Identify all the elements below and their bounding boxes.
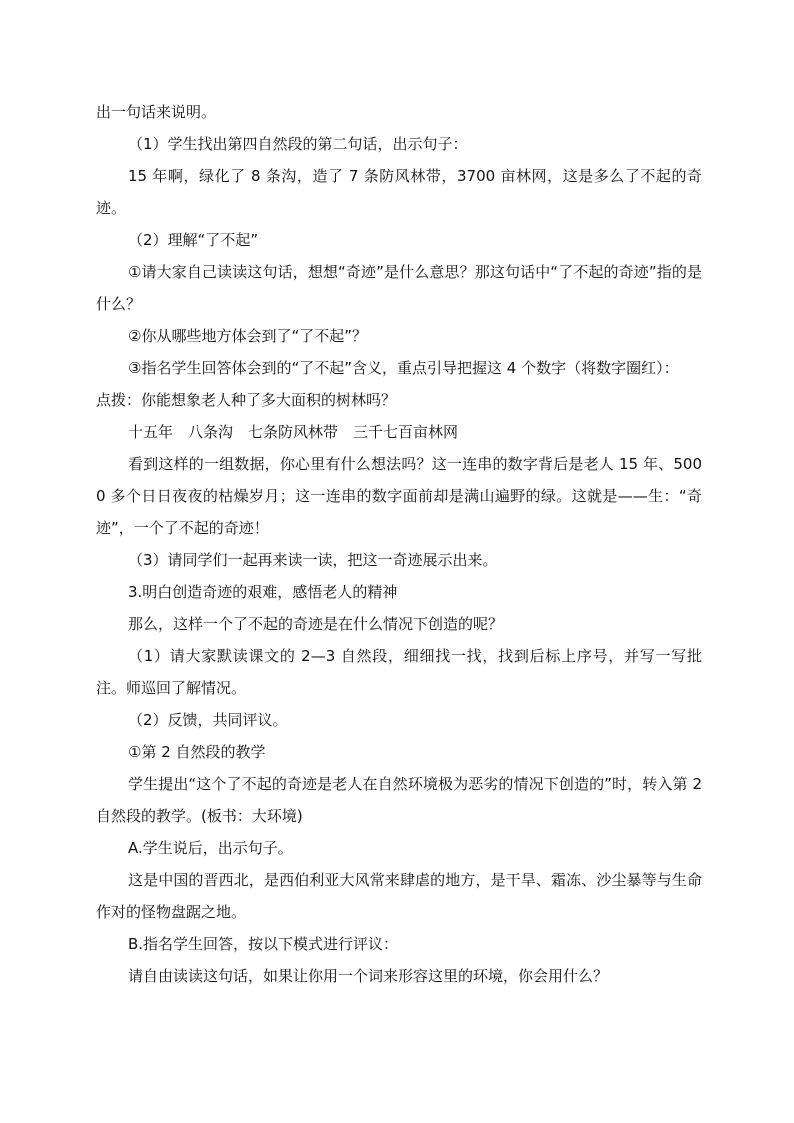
number-list: 十五年 八条沟 七条防风林带 三千七百亩林网 bbox=[128, 423, 459, 441]
paragraph-13: 那么，这样一个了不起的奇迹是在什么情况下创造的呢？ bbox=[128, 615, 504, 633]
paragraph-14: （1）请大家默读课文的 2—3 自然段，细细找一找，找到后标上序号，并写一写批注。师巡回了解情况。 bbox=[96, 647, 702, 697]
paragraph-10: 看到这样的一组数据，你心里有什么想法吗？这一连串的数字背后是老人 15 年、5000 多个日日夜夜的枯燥岁月；这一连串的数字面前却是满山遍野的绿。这就是——生：“奇迹”，一个了不起的奇迹！ bbox=[96, 455, 702, 537]
quoted-sentence: 15 年啊，绿化了 8 条沟，造了 7 条防风林带，3700 亩林网，这是多么了不起的奇迹。 bbox=[96, 167, 702, 217]
paragraph-7: ③指名学生回答体会到的“了不起”含义，重点引导把握这 4 个数字（将数字圈红）： bbox=[128, 359, 679, 377]
paragraph-18: A.学生说后，出示句子。 bbox=[128, 839, 293, 857]
paragraph-1: 出一句话来说明。 bbox=[96, 103, 217, 121]
paragraph-4: （2）理解“了不起” bbox=[128, 231, 259, 249]
document-body bbox=[96, 96, 702, 992]
paragraph-6: ②你从哪些地方体会到了“了不起”？ bbox=[128, 327, 367, 345]
paragraph-5: ①请大家自己读读这句话，想想“奇迹”是什么意思？那这句话中“了不起的奇迹”指的是什么？ bbox=[96, 263, 702, 313]
paragraph-19: 这是中国的晋西北，是西伯利亚大风常来肆虐的地方，是干旱、霜冻、沙尘暴等与生命作对的怪物盘踞之地。 bbox=[96, 871, 702, 921]
paragraph-17: 学生提出“这个了不起的奇迹是老人在自然环境极为恶劣的情况下创造的”时，转入第 2 自然段的教学。(板书：大环境) bbox=[96, 775, 702, 825]
paragraph-20: B.指名学生回答，按以下模式进行评议： bbox=[128, 935, 399, 953]
paragraph-2: （1）学生找出第四自然段的第二句话，出示句子： bbox=[128, 135, 468, 153]
paragraph-21: 请自由读读这句话，如果让你用一个词来形容这里的环境，你会用什么？ bbox=[128, 967, 609, 985]
hint-paragraph: 点拨：你能想象老人种了多大面积的树林吗？ bbox=[96, 391, 397, 409]
paragraph-16: ①第 2 自然段的教学 bbox=[128, 743, 266, 761]
section-heading: 3.明白创造奇迹的艰难，感悟老人的精神 bbox=[128, 583, 398, 601]
paragraph-11: （3）请同学们一起再来读一读，把这一奇迹展示出来。 bbox=[128, 551, 498, 569]
paragraph-15: （2）反馈，共同评议。 bbox=[128, 711, 288, 729]
